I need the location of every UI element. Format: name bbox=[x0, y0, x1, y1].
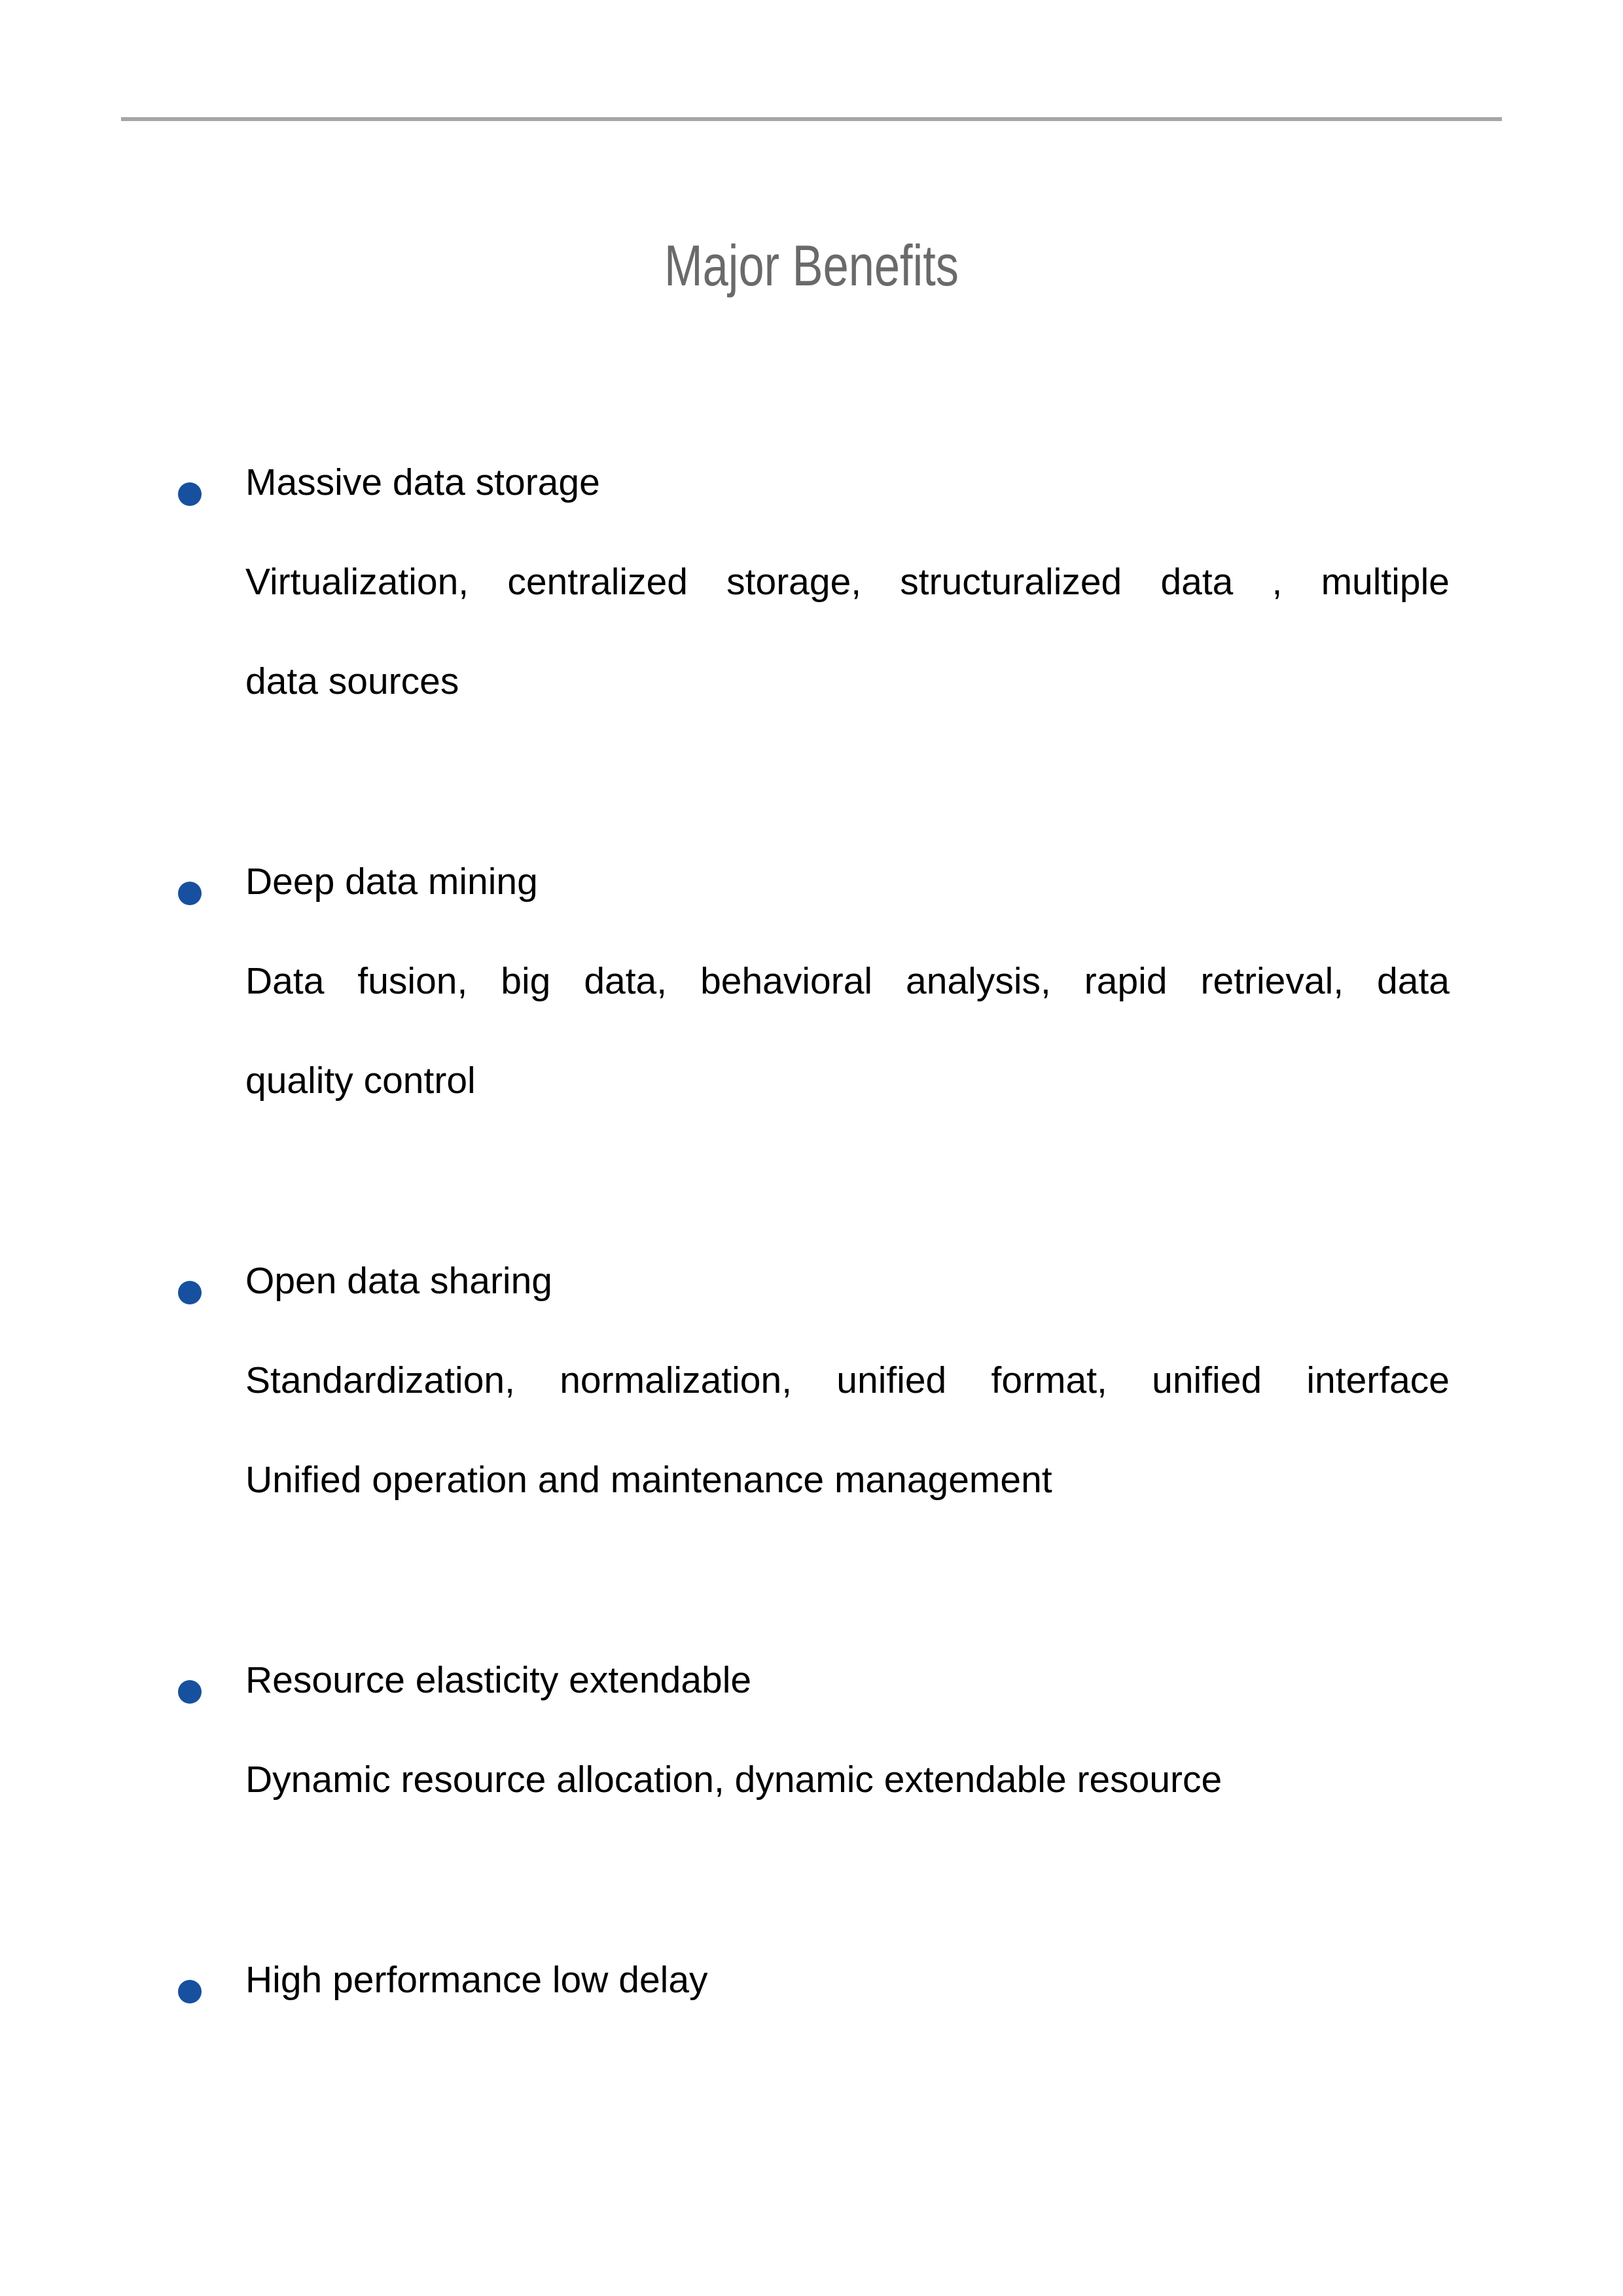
bullet-dot bbox=[178, 882, 202, 905]
list-item-text-line: Data fusion, big data, behavioral analysis, rapid retrieval, data bbox=[245, 960, 1450, 1002]
list-item-text-line: Standardization, normalization, unified format, unified interface bbox=[245, 1359, 1450, 1401]
bullet-dot bbox=[178, 482, 202, 506]
list-item-heading: High performance low delay bbox=[245, 1958, 708, 2001]
list-item-heading: Massive data storage bbox=[245, 461, 600, 503]
list-item-text-line: quality control bbox=[245, 1059, 476, 1102]
list-item-text-line: Dynamic resource allocation, dynamic extendable resource bbox=[245, 1758, 1222, 1801]
list-item-text-line: data sources bbox=[245, 660, 459, 702]
list-item-heading: Deep data mining bbox=[245, 860, 538, 903]
list-item-text-line: Unified operation and maintenance management bbox=[245, 1458, 1052, 1501]
bullet-dot bbox=[178, 1980, 202, 2003]
bullet-dot bbox=[178, 1680, 202, 1704]
divider-line bbox=[121, 117, 1502, 121]
page-title: Major Benefits bbox=[664, 233, 959, 298]
list-item-heading: Open data sharing bbox=[245, 1259, 552, 1302]
list-item-text-line: Virtualization, centralized storage, structuralized data , multiple bbox=[245, 560, 1450, 603]
bullet-dot bbox=[178, 1281, 202, 1304]
list-item-heading: Resource elasticity extendable bbox=[245, 1659, 752, 1701]
